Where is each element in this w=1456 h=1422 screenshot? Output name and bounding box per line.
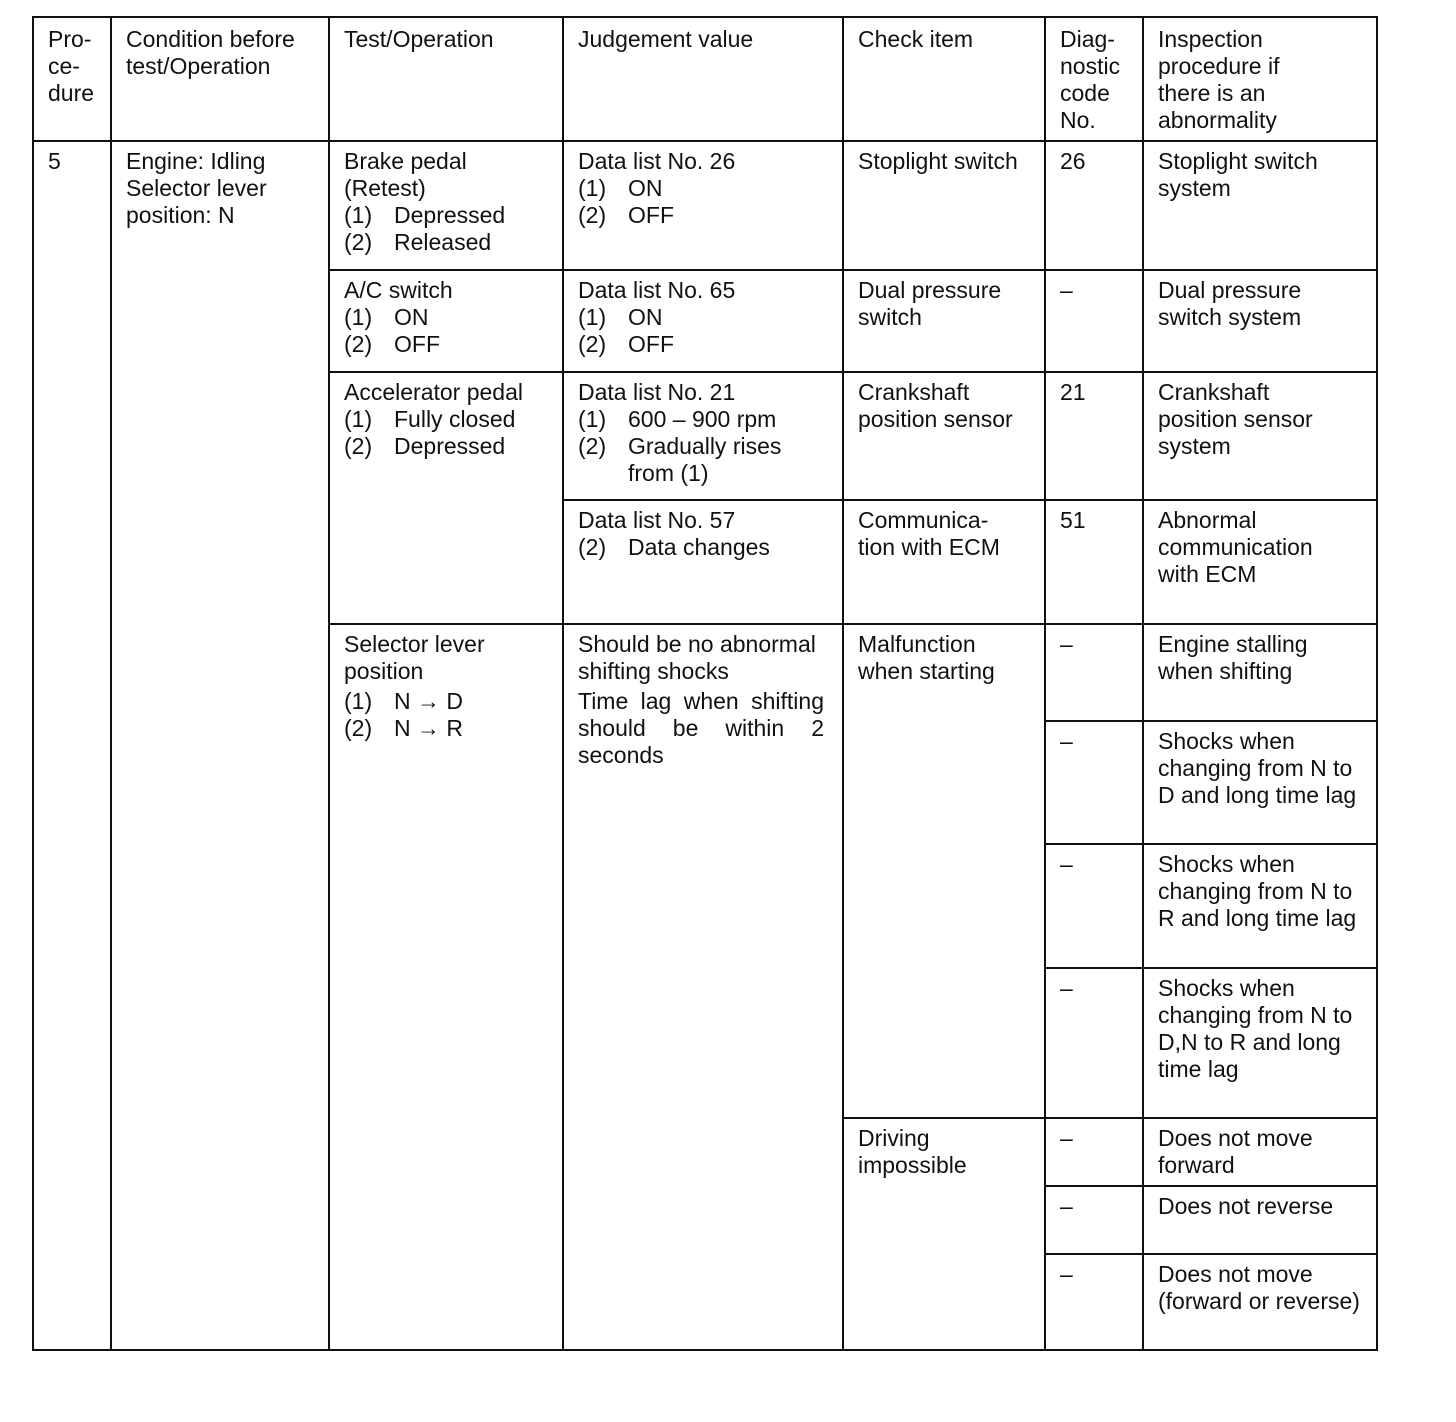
judgement-ac: Data list No. 65 (1) ON (2) OFF [563, 270, 843, 372]
code-selector-6: – [1045, 1186, 1143, 1254]
inspection-selector-7: Does not move (forward or reverse) [1143, 1254, 1377, 1350]
code-selector-7: – [1045, 1254, 1143, 1350]
code-comm: 51 [1045, 500, 1143, 624]
header-row [33, 17, 1377, 141]
inspection-table-wrapper [32, 16, 1378, 1351]
inspection-ac: Dual pressure switch system [1143, 270, 1377, 372]
header-procedure: Pro- ce- dure [33, 17, 111, 141]
judgement-brake: Data list No. 26 (1) ON (2) OFF [563, 141, 843, 270]
list-item: (2) OFF [344, 331, 440, 357]
list-item: (1) Depressed [344, 202, 506, 228]
list-item: (2) OFF [578, 202, 674, 228]
inspection-selector-5: Does not move forward [1143, 1118, 1377, 1186]
check-malfunction: Malfunction when starting [843, 624, 1045, 1118]
code-selector-3: – [1045, 844, 1143, 968]
inspection-comm: Abnormal communication with ECM [1143, 500, 1377, 624]
list-item: (2) Released [344, 229, 492, 255]
header-inspection: Inspection procedure if there is an abnormality [1143, 17, 1377, 141]
list-item: (1) Fully closed [344, 406, 516, 432]
code-selector-1: – [1045, 624, 1143, 721]
check-driving: Driving impossible [843, 1118, 1045, 1350]
inspection-brake: Stoplight switch system [1143, 141, 1377, 270]
header-judgement: Judgement value [563, 17, 843, 141]
procedure-number: 5 [33, 141, 111, 1350]
list-item: (1) N → D [344, 688, 463, 714]
judgement-accel: Data list No. 21 (1) 600 – 900 rpm (2) Gradually rises from (1) [563, 372, 843, 500]
header-condition: Condition before test/Operation [111, 17, 329, 141]
code-selector-5: – [1045, 1118, 1143, 1186]
list-item: (2) Depressed [344, 433, 506, 459]
check-comm: Communica- tion with ECM [843, 500, 1045, 624]
list-item: (1) ON [344, 304, 429, 330]
inspection-selector-2: Shocks when changing from N to D and long time lag [1143, 721, 1377, 844]
test-accel: Accelerator pedal (1) Fully closed (2) Depressed [329, 372, 563, 624]
list-item: (2) Data changes [578, 534, 770, 560]
test-ac: A/C switch (1) ON (2) OFF [329, 270, 563, 372]
list-item: (2) OFF [578, 331, 674, 357]
check-brake: Stoplight switch [843, 141, 1045, 270]
code-brake: 26 [1045, 141, 1143, 270]
inspection-selector-4: Shocks when changing from N to D,N to R and long time lag [1143, 968, 1377, 1118]
test-selector: Selector lever position (1) N → D (2) N → R [329, 624, 563, 1350]
list-item: (2) N → R [344, 715, 463, 741]
inspection-accel: Crankshaft position sensor system [1143, 372, 1377, 500]
inspection-table [32, 16, 1378, 1351]
inspection-selector-1: Engine stalling when shifting [1143, 624, 1377, 721]
list-item: (1) 600 – 900 rpm [578, 406, 777, 432]
inspection-selector-6: Does not reverse [1143, 1186, 1377, 1254]
condition-cell: Engine: Idling Selector lever position: N [111, 141, 329, 1350]
code-selector-2: – [1045, 721, 1143, 844]
header-test: Test/Operation [329, 17, 563, 141]
table-row-brake [33, 141, 1377, 270]
header-diag-code: Diag- nostic code No. [1045, 17, 1143, 141]
list-item: (2) Gradually rises from (1) [578, 433, 782, 486]
code-accel: 21 [1045, 372, 1143, 500]
test-brake: Brake pedal (Retest) (1) Depressed (2) Released [329, 141, 563, 270]
header-check: Check item [843, 17, 1045, 141]
inspection-selector-3: Shocks when changing from N to R and long time lag [1143, 844, 1377, 968]
judgement-selector: Should be no abnormal shifting shocks Time lag when shifting should be within 2 seconds [563, 624, 843, 1350]
code-ac: – [1045, 270, 1143, 372]
list-item: (1) ON [578, 304, 663, 330]
check-ac: Dual pressure switch [843, 270, 1045, 372]
judgement-comm: Data list No. 57 (2) Data changes [563, 500, 843, 624]
list-item: (1) ON [578, 175, 663, 201]
code-selector-4: – [1045, 968, 1143, 1118]
check-accel: Crankshaft position sensor [843, 372, 1045, 500]
